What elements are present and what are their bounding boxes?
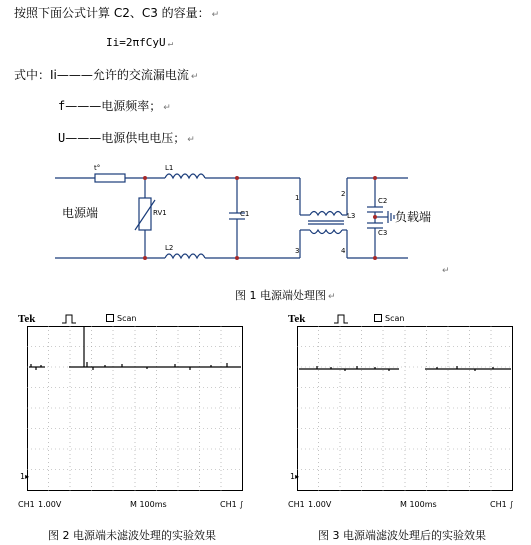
scan-indicator: Scan bbox=[374, 314, 404, 323]
formula: Ii=2πfCyU ↵ bbox=[106, 36, 174, 49]
definition-ii: 式中：Ii———允许的交流漏电流 ↵ bbox=[14, 68, 199, 82]
return-mark-icon: ↵ bbox=[328, 292, 336, 302]
l1-label: L1 bbox=[165, 164, 174, 172]
intro-text: 按照下面公式计算 C2、C3 的容量： ↵ bbox=[14, 6, 220, 20]
channel-1-marker: 1▸ bbox=[20, 472, 30, 481]
scope-screen bbox=[297, 326, 513, 491]
channel-label: CH1 bbox=[18, 500, 35, 509]
timebase: M 100ms bbox=[130, 500, 167, 509]
definition-u: U———电源供电电压； ↵ bbox=[58, 131, 195, 145]
trigger-source: CH1 ∫ bbox=[490, 500, 514, 509]
inductor-l1-icon bbox=[165, 174, 205, 178]
c3-label: C3 bbox=[378, 229, 388, 237]
volts-per-div: 1.00V bbox=[38, 500, 62, 509]
scope-brand: Tek bbox=[288, 313, 306, 325]
l2-label: L2 bbox=[165, 244, 174, 252]
volts-per-div: 1.00V bbox=[308, 500, 332, 509]
return-mark-icon: ↵ bbox=[442, 266, 450, 276]
inductor-l2-icon bbox=[165, 254, 205, 258]
timebase: M 100ms bbox=[400, 500, 437, 509]
scan-checkbox-icon bbox=[106, 314, 114, 322]
channel-1-marker: 1▸ bbox=[290, 472, 300, 481]
pin-2-label: 2 bbox=[341, 190, 346, 198]
return-mark-icon: ↵ bbox=[211, 10, 220, 20]
junction-dot-icon bbox=[373, 176, 377, 180]
l3-label: L3 bbox=[347, 212, 356, 220]
junction-dot-icon bbox=[373, 256, 377, 260]
pin-1-label: 1 bbox=[295, 194, 300, 202]
scope-screen bbox=[27, 326, 243, 491]
figure-2-caption: 图 2 电源端未滤波处理的实验效果 bbox=[48, 529, 216, 542]
c1-label: C1 bbox=[240, 210, 250, 218]
pin-4-label: 4 bbox=[341, 247, 346, 255]
rv1-label: RV1 bbox=[153, 209, 167, 217]
return-mark-icon: ↵ bbox=[187, 135, 195, 145]
load-label: 负载端 bbox=[395, 210, 432, 224]
trigger-source: CH1 ∫ bbox=[220, 500, 244, 509]
trigger-pulse-icon bbox=[334, 314, 348, 324]
scan-indicator: Scan bbox=[106, 314, 136, 323]
return-mark-icon: ↵ bbox=[163, 103, 171, 113]
definition-f: f———电源频率； ↵ bbox=[58, 99, 171, 113]
return-mark-icon: ↵ bbox=[167, 39, 174, 49]
scope-brand: Tek bbox=[18, 313, 36, 325]
pin-3-label: 3 bbox=[295, 247, 300, 255]
trigger-pulse-icon bbox=[62, 314, 76, 324]
return-mark-icon: ↵ bbox=[190, 72, 199, 82]
figure-3-caption: 图 3 电源端滤波处理后的实验效果 bbox=[318, 529, 486, 542]
choke-l3-icon bbox=[310, 212, 342, 216]
figure-1-caption: 图 1 电源端处理图 ↵ bbox=[235, 289, 336, 302]
source-label: 电源端 bbox=[62, 206, 99, 220]
fuse-label: t° bbox=[94, 164, 101, 172]
junction-dot-icon bbox=[143, 256, 147, 260]
oscilloscope-right bbox=[280, 310, 525, 515]
oscilloscope-left bbox=[10, 310, 255, 515]
junction-dot-icon bbox=[143, 176, 147, 180]
scan-checkbox-icon bbox=[374, 314, 382, 322]
junction-dot-icon bbox=[235, 256, 239, 260]
fuse-icon bbox=[95, 174, 125, 182]
junction-dot-icon bbox=[235, 176, 239, 180]
channel-label: CH1 bbox=[288, 500, 305, 509]
c2-label: C2 bbox=[378, 197, 388, 205]
junction-dot-icon bbox=[373, 215, 377, 219]
